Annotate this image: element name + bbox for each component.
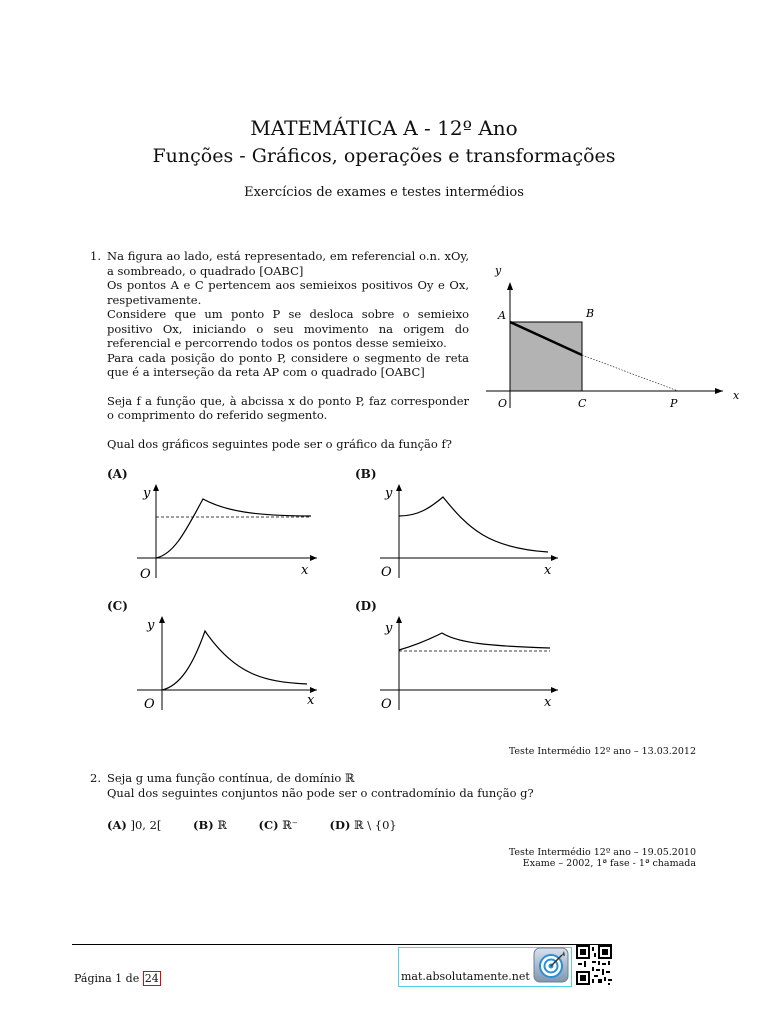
graph-c-label-x: x xyxy=(307,693,315,708)
graph-c[interactable] xyxy=(135,610,320,715)
question-1-line-4: Para cada posição do ponto P, considere o segmento de reta que é a interseção da reta AP com o quadrado [OABC] xyxy=(107,350,469,379)
question-1-line-3: Considere que um ponto P se desloca sobre o semieixo positivo Ox, iniciando o seu movimento na origem do referencial e percorrendo todos os pontos desse semieixo. xyxy=(107,307,469,350)
graph-c-label-o: O xyxy=(144,697,155,712)
graph-c-label-y: y xyxy=(147,618,155,633)
graph-a-curve xyxy=(156,499,311,558)
question-1-source: Teste Intermédio 12º ano – 13.03.2012 xyxy=(508,746,696,757)
graph-a-x-arrow xyxy=(310,555,317,561)
document-title: MATEMÁTICA A - 12º Ano xyxy=(250,116,518,140)
question-2-options xyxy=(107,818,425,832)
question-2-option-c-label: (C) xyxy=(258,818,279,832)
figure-label-o: O xyxy=(498,397,508,410)
graph-d-curve xyxy=(399,633,550,650)
document-subtitle: Exercícios de exames e testes intermédios xyxy=(244,185,524,200)
question-1-number: 1. xyxy=(90,249,101,263)
option-c-label[interactable]: (C) xyxy=(107,599,128,613)
page-number-prefix: Página 1 de xyxy=(74,972,140,985)
question-2-option-a-label: (A) xyxy=(107,818,127,832)
option-b-label[interactable]: (B) xyxy=(355,467,377,481)
graph-b[interactable] xyxy=(378,478,563,583)
graph-b-label-x: x xyxy=(544,563,552,578)
site-link[interactable]: mat.absolutamente.net xyxy=(401,970,530,983)
question-2-line-1: Seja g uma função contínua, de domínio ℝ xyxy=(107,771,355,785)
question-2-option-b-label: (B) xyxy=(193,818,214,832)
question-1-line-2: Os pontos A e C pertencem aos semieixos positivos Oy e Ox, respetivamente. xyxy=(107,278,469,307)
option-d-label[interactable]: (D) xyxy=(355,599,377,613)
question-2-number: 2. xyxy=(90,771,101,785)
question-1-text xyxy=(107,249,469,451)
square-figure xyxy=(478,258,748,423)
option-a-label[interactable]: (A) xyxy=(107,467,128,481)
graph-a-y-arrow xyxy=(153,484,159,491)
figure-y-arrow xyxy=(507,282,513,290)
question-2-option-a-value: ]0, 2[ xyxy=(130,818,162,832)
graph-b-y-arrow xyxy=(396,484,402,491)
figure-label-a: A xyxy=(498,309,506,322)
question-2-option-b[interactable] xyxy=(193,818,227,832)
graph-a-label-x: x xyxy=(301,563,309,578)
figure-label-c: C xyxy=(578,397,587,410)
question-2-text xyxy=(107,771,534,801)
line-ap-dotted xyxy=(582,355,678,391)
page-total-link[interactable]: 24 xyxy=(144,972,159,985)
square-oabc xyxy=(510,322,582,391)
graph-d[interactable] xyxy=(378,610,563,715)
graph-d-y-arrow xyxy=(396,616,402,623)
figure-label-p: P xyxy=(670,397,678,410)
graph-a-label-y: y xyxy=(143,486,151,501)
graph-d-label-x: x xyxy=(544,695,552,710)
question-2-option-c[interactable] xyxy=(259,818,298,832)
question-1-line-6: Qual dos gráficos seguintes pode ser o gráfico da função f? xyxy=(107,436,452,451)
graph-b-curve xyxy=(399,497,548,552)
question-2-source-2: Exame – 2002, 1ª fase - 1ª chamada xyxy=(522,858,696,869)
figure-x-arrow xyxy=(715,388,723,394)
question-1-line-5: Seja f a função que, à abcissa x do ponto P, faz corresponder o comprimento do referido segmento. xyxy=(107,393,469,422)
question-2-option-b-value: ℝ xyxy=(217,818,227,832)
question-2-option-c-value: ℝ⁻ xyxy=(282,818,298,832)
figure-label-b: B xyxy=(586,307,595,320)
figure-label-y: y xyxy=(495,264,502,277)
graph-a-label-o: O xyxy=(140,567,151,582)
footer-divider xyxy=(72,944,612,945)
question-2-option-a[interactable] xyxy=(107,818,161,832)
question-2-source-1: Teste Intermédio 12º ano – 19.05.2010 xyxy=(508,847,696,858)
question-2-option-d[interactable] xyxy=(330,818,397,832)
graph-c-y-arrow xyxy=(159,616,165,623)
graph-b-x-arrow xyxy=(551,555,558,561)
page-number xyxy=(74,972,161,985)
document-topic: Funções - Gráficos, operações e transformações xyxy=(152,145,616,167)
graph-d-label-y: y xyxy=(385,621,393,636)
question-2-option-d-value: ℝ \ {0} xyxy=(354,818,397,832)
question-2-option-d-label: (D) xyxy=(329,818,351,832)
question-2-line-2: Qual dos seguintes conjuntos não pode ser o contradomínio da função g? xyxy=(107,786,534,800)
graph-a[interactable] xyxy=(135,478,320,583)
graph-d-label-o: O xyxy=(381,697,392,712)
qr-code-icon xyxy=(576,945,612,985)
question-1-line-1: Na figura ao lado, está representado, em referencial o.n. xOy, a sombreado, o quadrado [OABC] xyxy=(107,249,469,278)
target-logo-icon xyxy=(533,947,569,983)
graph-b-label-y: y xyxy=(385,486,393,501)
figure-label-x: x xyxy=(733,389,740,402)
graph-c-curve xyxy=(162,631,307,690)
graph-d-x-arrow xyxy=(551,687,558,693)
graph-b-label-o: O xyxy=(381,565,392,580)
